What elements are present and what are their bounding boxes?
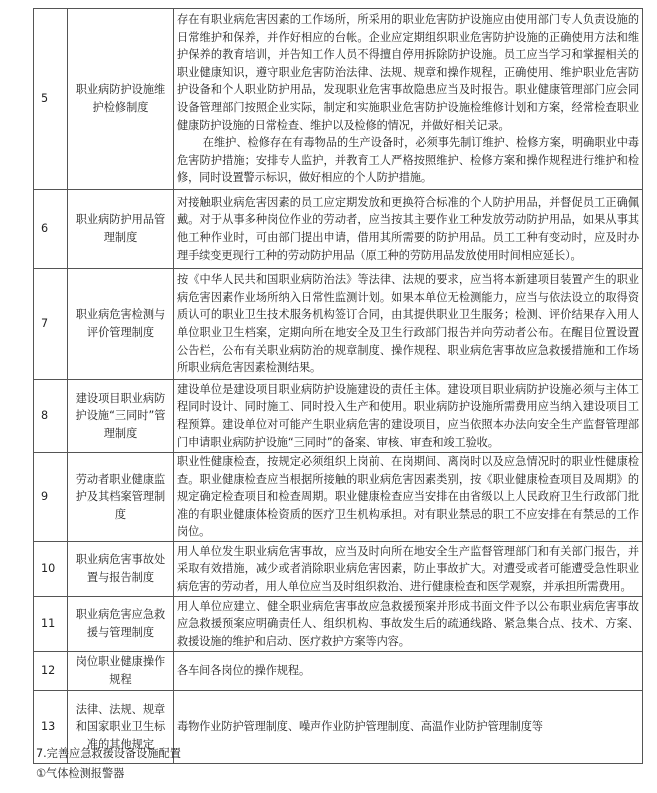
row-number: 10 <box>34 541 68 596</box>
table-row <box>34 269 643 380</box>
regulation-name: 职业病防护用品管理制度 <box>68 190 174 269</box>
description-paragraph: 建设单位是建设项目职业病防护设施建设的责任主体。建设项目职业病防护设施必须与主体工程同时设计、同时施工、同时投入生产和使用。职业病防护设施所需费用应当纳入建设项目工程预算。建设单位对可能产生职业病危害的建设项目，应当依照本办法向安全生产监督管理部门申请职业病防护设施“三同时”的备案、审核、审查和竣工验收。 <box>177 382 639 449</box>
description-paragraph: 职业性健康检查，按规定必须组织上岗前、在岗期间、离岗时以及应急情况时的职业性健康检查。职业健康检查应当根据所接触的职业病危害因素类别，按《职业健康检查项目及周期》的规定确定检查项目和检查周期。职业健康检查应当安排在由省级以上人民政府卫生行政部门批准的有职业健康体检资质的医疗卫生机构承担。对有职业禁忌的职工不应安排在有禁忌的工作岗位。 <box>177 455 639 539</box>
row-number: 8 <box>34 380 68 453</box>
regulation-description <box>174 380 643 453</box>
row-number: 6 <box>34 190 68 269</box>
regulation-description <box>174 541 643 596</box>
regulation-name: 职业病防护设施维护检修制度 <box>68 9 174 190</box>
row-number: 12 <box>34 651 68 690</box>
description-paragraph: 在维护、检修存在有毒物品的生产设备时，必须事先制订维护、检修方案，明确职业中毒危害防护措施；安排专人监护，并教育工人严格按照维护、检修方案和操作规程进行维护和检修，同时设置警示标识，做好相应的个人防护措施。 <box>177 136 639 185</box>
regulation-description <box>174 596 643 651</box>
table-row <box>34 651 643 690</box>
table-row <box>34 9 643 190</box>
row-number: 5 <box>34 9 68 190</box>
regulation-name: 岗位职业健康操作规程 <box>68 651 174 690</box>
regulation-description <box>174 190 643 269</box>
regulation-name: 法律、法规、规章和国家职业卫生标准的其他规定 <box>68 690 174 763</box>
description-paragraph: 按《中华人民共和国职业病防治法》等法律、法规的要求，应当将本新建项目装置产生的职业病危害因素作业场所纳入日常性监测计划。如果本单位无检测能力，应当与依法设立的取得资质认可的职业卫生技术服务机构签订合同，由其提供职业卫生服务；检测、评价结果存入用人单位职业卫生档案，定期向所在地安全及卫生行政部门报告并向劳动者公布。在醒目位置设置公告栏，公布有关职业病防治的规章制度、操作规程、职业病危害事故应急救援措施和工作场所职业病危害因素检测结果。 <box>177 273 639 375</box>
table-row <box>34 380 643 453</box>
regulation-description <box>174 690 643 763</box>
description-paragraph: 毒物作业防护管理制度、噪声作业防护管理制度、高温作业防护管理制度等 <box>177 720 543 734</box>
table-row <box>34 190 643 269</box>
regulation-name: 建设项目职业病防护设施“三同时”管理制度 <box>68 380 174 453</box>
row-number: 11 <box>34 596 68 651</box>
row-number: 7 <box>34 269 68 380</box>
row-number: 13 <box>34 690 68 763</box>
row-number: 9 <box>34 453 68 542</box>
section-heading: 7.完善应急救援设备设施配置 <box>36 747 181 760</box>
regulation-name: 职业病危害应急救援与管理制度 <box>68 596 174 651</box>
table-row <box>34 541 643 596</box>
description-paragraph: 对接触职业病危害因素的员工应定期发放和更换符合标准的个人防护用品，并督促员工正确佩戴。对于从事多种岗位作业的劳动者，应当按其主要作业工种发放劳动防护用品，如果从事其他工种作业时，可由部门提出申请，借用其所需要的防护用品。员工工种有变动时，应及时办理手续变更现行工种的劳动防护用品（原工种的劳防用品发放使用时间相应延长）。 <box>177 195 639 262</box>
regulation-description <box>174 651 643 690</box>
regulation-name: 劳动者职业健康监护及其档案管理制度 <box>68 453 174 542</box>
regulations-table <box>33 8 643 764</box>
description-paragraph: 存在有职业病危害因素的工作场所，所采用的职业危害防护设施应由使用部门专人负责设施的日常维护和保养，并作好相应的台帐。企业应定期组织职业危害防护设施的正确使用方法和维护保养的教育培训，并告知工作人员不得擅自停用拆除防护设施。员工应当学习和掌握相关的职业健康知识，遵守职业危害防治法律、法规、规章和操作规程，正确使用、维护职业危害防护设备和个人职业防护用品，发现职业危害事故隐患应当及时报告。职业健康管理部门应会同设备管理部门按照企业实际，制定和实施职业危害防护设施检维修计划和方案，经常检查职业健康防护设施的日常检查、维护以及检修的情况，并做好相关记录。 <box>177 13 639 132</box>
regulation-name: 职业病危害事故处置与报告制度 <box>68 541 174 596</box>
description-paragraph: 用人单位发生职业病危害事故，应当及时向所在地安全生产监督管理部门和有关部门报告，并采取有效措施，减少或者消除职业病危害因素，防止事故扩大。对遭受或者可能遭受急性职业病危害的劳动者，用人单位应当及时组织救治、进行健康检查和医学观察，并承担所需费用。 <box>177 544 639 593</box>
table-row <box>34 453 643 542</box>
description-paragraph: 各车间各岗位的操作规程。 <box>177 664 311 678</box>
regulation-description <box>174 453 643 542</box>
regulation-name: 职业病危害检测与评价管理制度 <box>68 269 174 380</box>
item-heading: ①气体检测报警器 <box>36 767 125 780</box>
table-row <box>34 596 643 651</box>
regulation-description <box>174 269 643 380</box>
description-paragraph: 用人单位应建立、健全职业病危害事故应急救援预案并形成书面文件予以公布职业病危害事故应急救援预案应明确责任人、组织机构、事故发生后的疏通线路、紧急集合点、技术、方案、救援设施的维护和启动、医疗救护方案等内容。 <box>177 599 639 648</box>
regulation-description <box>174 9 643 190</box>
